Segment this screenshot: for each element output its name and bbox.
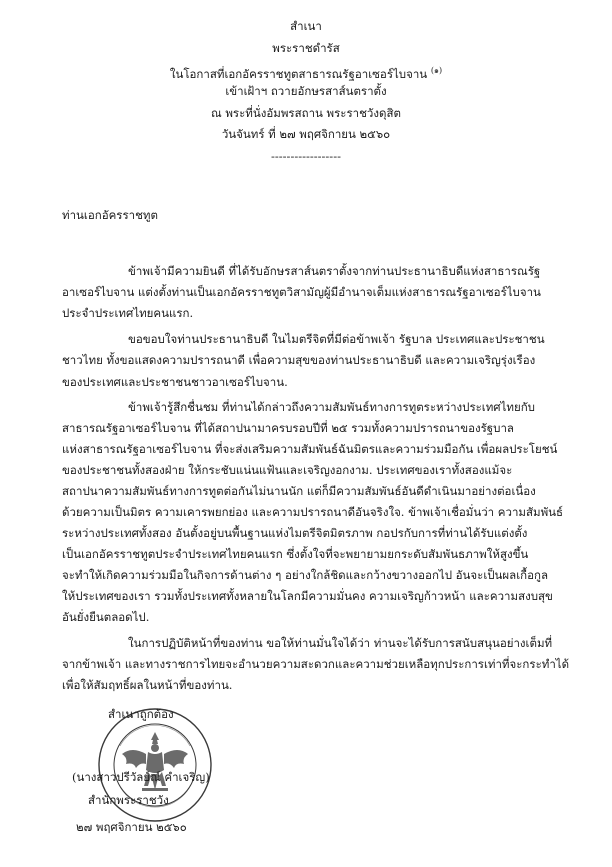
paragraph-line: จากข้าพเจ้า และทางราชการไทยจะอำนวยความสะดวกและความช่วยเหลือทุกประการเท่าที่จะกระทำได้	[62, 657, 570, 671]
paragraph-line: อาเซอร์ไบจาน แต่งตั้งท่านเป็นเอกอัครราชทูตวิสามัญผู้มีอำนาจเต็มแห่งสาธารณรัฐอาเซอร์ไบจาน	[62, 285, 541, 299]
paragraph-line: อันยั่งยืนตลอดไป.	[62, 610, 150, 624]
paragraph-line: แห่งสาธารณรัฐอาเซอร์ไบจาน ที่จะส่งเสริมความสัมพันธ์ฉันมิตรและความร่วมมือกัน เพื่อผลประโยชน์	[62, 442, 558, 456]
certifier-office: สำนักพระราชวัง	[88, 793, 169, 807]
divider: ------------------	[271, 149, 341, 163]
footnote-mark: (๑)	[430, 66, 443, 75]
certified-label: สำเนาถูกต้อง	[108, 707, 174, 721]
date-line: วันจันทร์ ที่ ๒๗ พฤศจิกายน ๒๕๖๐	[221, 127, 391, 141]
occasion-text: ในโอกาสที่เอกอัครราชทูตสาธารณรัฐอาเซอร์ไบจาน	[169, 66, 428, 81]
paragraph-line: เป็นเอกอัครราชทูตประจำประเทศไทยคนแรก ซึ่งตั้งใจที่จะพยายามยกระดับสัมพันธภาพให้สูงขึ้น	[62, 547, 529, 561]
paragraph-line: ขอขอบใจท่านประธานาธิบดี ในไมตรีจิตที่มีต่อข้าพเจ้า รัฐบาล ประเทศและประชาชน	[128, 332, 545, 346]
paragraph-line: ข้าพเจ้ามีความยินดี ที่ได้รับอักษรสาส์นตราตั้งจากท่านประธานาธิบดีแห่งสาธารณรัฐ	[128, 264, 541, 278]
paragraph-line: ประจำประเทศไทยคนแรก.	[62, 306, 194, 320]
paragraph-line: สาธารณรัฐอาเซอร์ไบจาน ที่ได้สถาปนามาครบรอบปีที่ ๒๕ รวมทั้งความปรารถนาของรัฐบาล	[62, 421, 514, 435]
occasion-line	[0, 63, 612, 82]
paragraph-line: เพื่อให้สัมฤทธิ์ผลในหน้าที่ของท่าน.	[62, 678, 233, 692]
paragraph-line: ข้าพเจ้ารู้สึกชื่นชม ที่ท่านได้กล่าวถึงความสัมพันธ์ทางการทูตระหว่างประเทศไทยกับ	[128, 400, 535, 414]
venue-line: ณ พระที่นั่งอัมพรสถาน พระราชวังดุสิต	[211, 106, 401, 120]
paragraph-line: ของประเทศและประชาชนชาวอาเซอร์ไบจาน.	[62, 375, 288, 389]
paragraph-line: ระหว่างประเทศทั้งสอง อันตั้งอยู่บนพื้นฐานแห่งไมตรีจิตมิตรภาพ กอปรกับการที่ท่านได้รับแต่งตั้ง	[62, 526, 528, 540]
certification-date: ๒๗ พฤศจิกายน ๒๕๖๐	[76, 820, 187, 834]
paragraph-line: สถาปนาความสัมพันธ์ทางการทูตต่อกันไม่นานนัก แต่ก็มีความสัมพันธ์อันดีดำเนินมาอย่างต่อเนื่อง	[62, 484, 536, 498]
paragraph-line: ในการปฏิบัติหน้าที่ของท่าน ขอให้ท่านมั่นใจได้ว่า ท่านจะได้รับการสนับสนุนอย่างเต็มที่	[128, 636, 553, 650]
paragraph-line: จะทำให้เกิดความร่วมมือในกิจการด้านต่าง ๆ อย่างใกล้ชิดและกว้างขวางออกไป อันจะเป็นผลเกื้อกูล	[62, 568, 549, 582]
page-title: พระราชดำรัส	[272, 41, 340, 55]
paragraph-line: ของประชาชนทั้งสองฝ่าย ให้กระชับแน่นแฟ้นและเจริญงอกงาม. ประเทศของเราทั้งสองแม้จะ	[62, 463, 513, 477]
salutation: ท่านเอกอัครราชทูต	[62, 208, 158, 222]
paragraph-line: ให้ประเทศของเรา รวมทั้งประเทศทั้งหลายในโลกมีความมั่นคง ความเจริญก้าวหน้า และความสงบสุข	[62, 589, 553, 603]
event-line: เข้าเฝ้าฯ ถวายอักษรสาส์นตราตั้ง	[225, 84, 387, 98]
paragraph-line: ด้วยความเป็นมิตร ความเคารพยกย่อง และความปรารถนาดีอันจริงใจ. ข้าพเจ้าเชื่อมั่นว่า ความสัมพันธ์	[62, 505, 564, 519]
certifier-name: (นางสาวปรีวัลย์ณ์ คำเจริญ)	[72, 770, 210, 784]
copy-label: สำเนา	[290, 19, 322, 33]
paragraph-line: ชาวไทย ทั้งขอแสดงความปรารถนาดี เพื่อความสุขของท่านประธานาธิบดี และความเจริญรุ่งเรือง	[62, 353, 536, 367]
